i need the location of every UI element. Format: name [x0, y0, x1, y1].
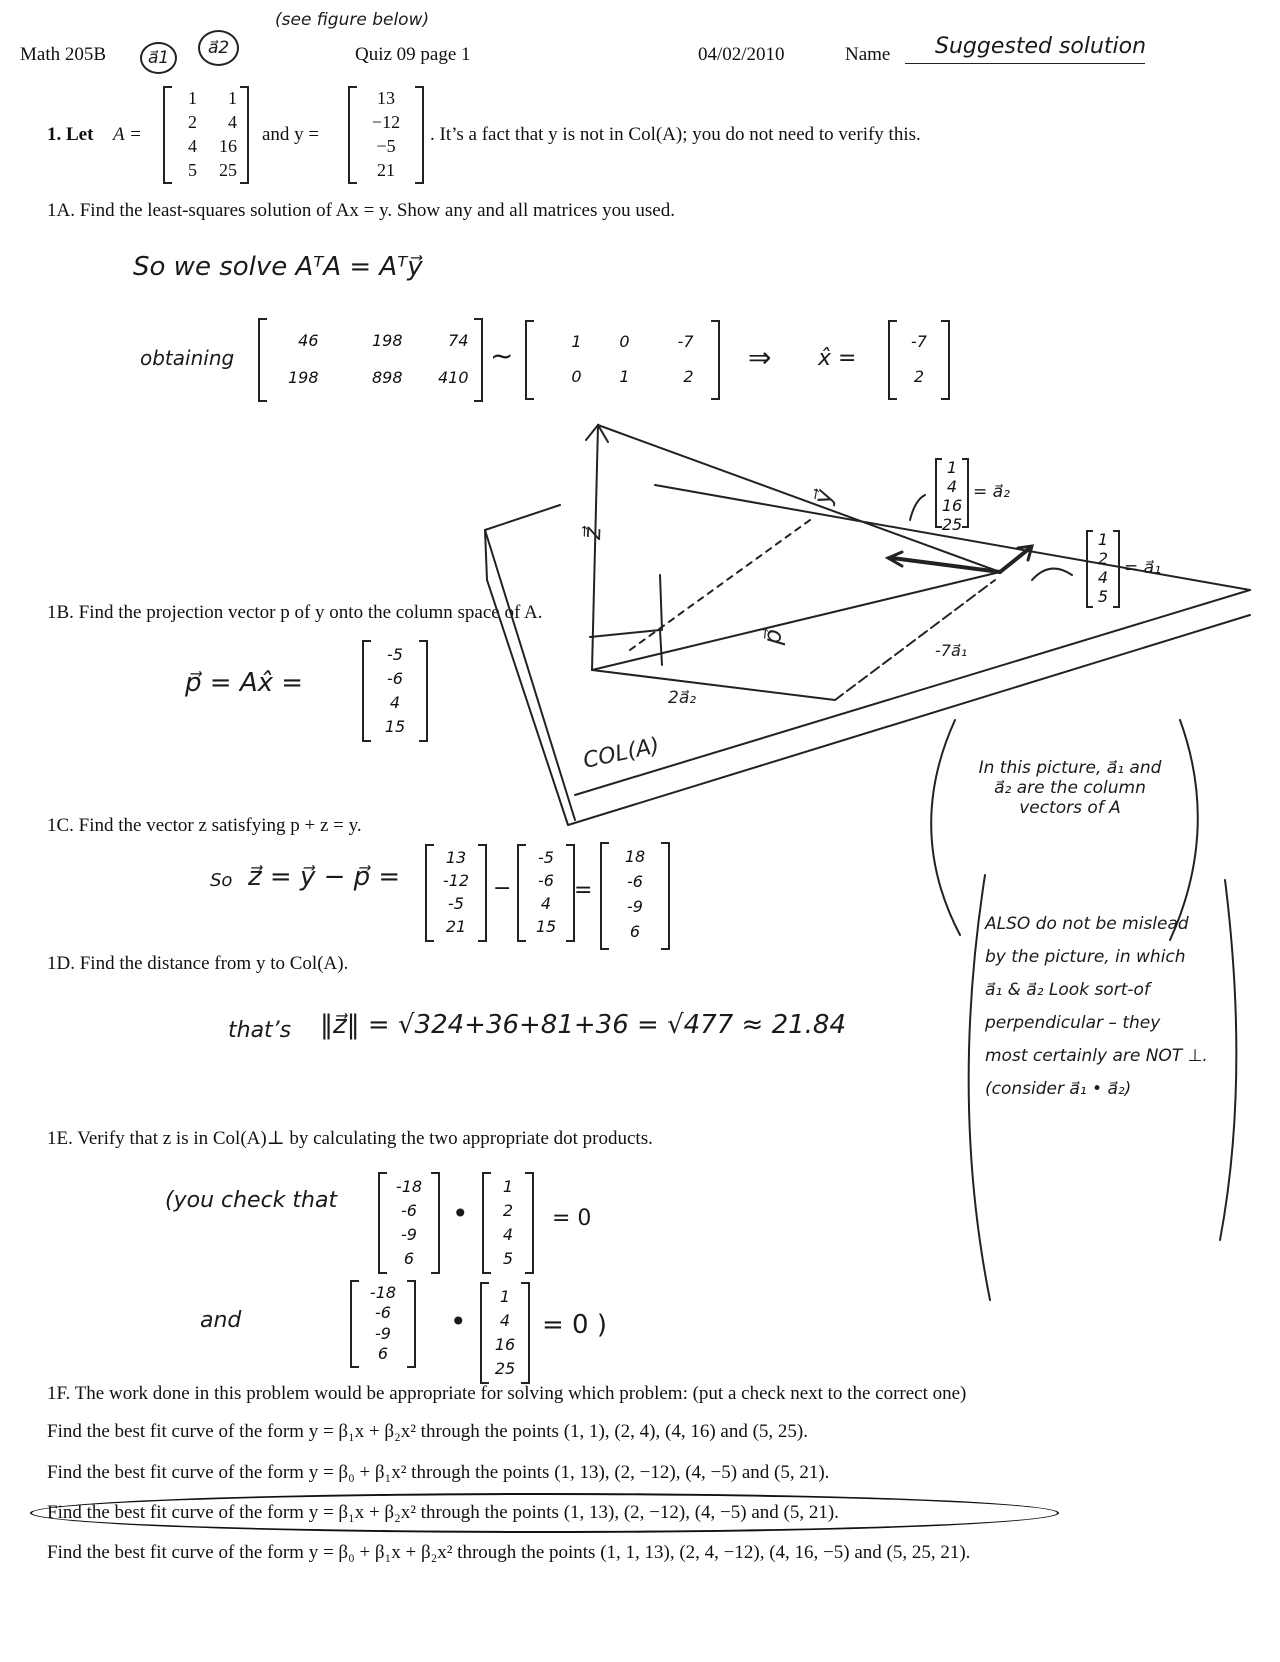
- xhat-row: 2: [913, 367, 925, 386]
- vector-y-row: 13: [377, 88, 395, 108]
- q1c-equals: =: [574, 878, 593, 903]
- z2-row: 6: [377, 1344, 389, 1364]
- z-col-row: -6: [627, 872, 643, 891]
- fig-a1-row: 2: [1097, 549, 1109, 568]
- aug1-entry: 46: [298, 331, 319, 350]
- note2-line-5: most certainly are NOT ⊥.: [985, 1046, 1208, 1066]
- z2-row: -9: [375, 1323, 391, 1343]
- aug2-entry: 0: [571, 367, 582, 386]
- note-column-vectors: [955, 758, 1185, 818]
- q1c-prompt: 1C. Find the vector z satisfying p + z = y.: [47, 815, 362, 836]
- aug2-entry: 2: [683, 367, 694, 386]
- vector-y-row: 21: [377, 160, 395, 180]
- z-col-row: -9: [627, 897, 643, 916]
- q1d-thats: that’s: [228, 1018, 292, 1043]
- q1f-option-3[interactable]: Find the best fit curve of the form y = β₁x + β₂x² through the points (1, 13), (2, −12), (4, −5) and (5, 21).: [47, 1502, 839, 1523]
- figure-label-z: z⃗: [578, 526, 607, 541]
- figure-a2-vector: [935, 458, 969, 534]
- a1-bold-arrow: [1000, 548, 1030, 572]
- matrix-A-entry: 4: [228, 112, 237, 132]
- small-vertical-segment: [660, 575, 662, 630]
- q1f-option-4[interactable]: Find the best fit curve of the form y = β₀ + β₁x + β₂x² through the points (1, 1, 13), (2, 4, −12), (4, 16, −5) and (5, 25, 21).: [47, 1542, 971, 1563]
- z2-row: -18: [369, 1282, 397, 1302]
- circled-a1: a⃗1: [140, 42, 177, 74]
- y-col-row: 21: [445, 917, 467, 936]
- aug2-entry: -7: [677, 332, 694, 351]
- a2-pointer: [910, 495, 925, 520]
- q1c-minus: −: [493, 876, 512, 901]
- z1-row: 6: [403, 1248, 415, 1268]
- p-col-row: -5: [538, 848, 554, 867]
- q1a-implies: ⇒: [748, 341, 772, 374]
- aug1-entry: 198: [371, 331, 403, 350]
- z-vector-line: [592, 425, 598, 670]
- q1d-norm: ‖z⃗‖ = √324+36+81+36 = √477 ≈ 21.84: [320, 1010, 847, 1040]
- slab-top-edge: [485, 505, 560, 530]
- q1-fact: . It’s a fact that y is not in Col(A); you do not need to verify this.: [430, 124, 921, 145]
- y-col-row: 13: [445, 848, 467, 867]
- p-vector-row: -5: [387, 644, 403, 664]
- q1a-xhat: x̂ =: [818, 346, 857, 371]
- q1d-prompt: 1D. Find the distance from y to Col(A).: [47, 953, 349, 974]
- two-a2-line: [592, 670, 835, 700]
- note2-line-3: a⃗₁ & a⃗₂ Look sort-of: [985, 980, 1150, 1000]
- q1-and-y: and y =: [262, 124, 320, 145]
- q1b-prompt: 1B. Find the projection vector p of y onto the column space of A.: [47, 602, 543, 623]
- fig-a2-row: 25: [941, 515, 963, 534]
- fig-a1-row: 5: [1097, 587, 1109, 606]
- p-col-row: -6: [538, 871, 554, 890]
- figure-a1-vector: [1086, 530, 1120, 606]
- figure-a2-eq: = a⃗₂: [973, 482, 1010, 502]
- a2-row: 16: [494, 1334, 516, 1354]
- p-col-row: 15: [535, 917, 557, 936]
- quiz-title: Quiz 09 page 1: [355, 44, 471, 65]
- fig-a1-row: 4: [1097, 568, 1109, 587]
- aug2-entry: 0: [619, 332, 630, 351]
- aug2-entry: 1: [571, 332, 582, 351]
- fig-a1-row: 1: [1097, 530, 1109, 549]
- q1a-obtaining: obtaining: [140, 346, 235, 370]
- figure-note: (see figure below): [275, 10, 430, 30]
- aug1-entry: 198: [287, 368, 319, 387]
- p-vector-row: 4: [389, 692, 401, 712]
- vector-y-row: −12: [371, 112, 401, 132]
- a2-row: 1: [499, 1286, 511, 1306]
- name-label: Name: [845, 44, 891, 65]
- aug1-entry: 74: [448, 331, 469, 350]
- q1e-prompt: 1E. Verify that z is in Col(A)⊥ by calculating the two appropriate dot products.: [47, 1128, 653, 1149]
- circled-a2: a⃗2: [198, 30, 239, 66]
- note2-line-6: (consider a⃗₁ • a⃗₂): [985, 1079, 1132, 1099]
- matrix-A-entry: 1: [228, 88, 237, 108]
- p-vector-row: 15: [384, 716, 406, 736]
- p-col-row: 4: [540, 894, 552, 913]
- q1f-option-2[interactable]: Find the best fit curve of the form y = β₀ + β₁x² through the points (1, 13), (2, −12), (4, −5) and (5, 21).: [47, 1462, 830, 1483]
- q1a-prompt: 1A. Find the least-squares solution of Ax = y. Show any and all matrices you used.: [47, 200, 675, 221]
- figure-label-p: p⃗: [758, 627, 788, 646]
- q1a-tilde: ~: [490, 339, 514, 372]
- a1-row: 4: [502, 1224, 514, 1244]
- q1b-p: p⃗ = Ax̂ =: [185, 668, 304, 698]
- fig-a2-row: 4: [946, 477, 958, 496]
- q1c-eq: z⃗ = y⃗ − p⃗ =: [248, 862, 401, 892]
- note1-paren-right: [1170, 720, 1198, 940]
- z2-row: -6: [375, 1303, 391, 1323]
- course-label: Math 205B: [20, 44, 107, 65]
- figure-label-7a1: -7a⃗₁: [935, 641, 968, 660]
- z-col-row: 6: [629, 922, 641, 941]
- q1e-eq0: = 0: [552, 1206, 592, 1231]
- matrix-A-entry: 16: [219, 136, 237, 156]
- quiz-date: 04/02/2010: [698, 44, 785, 65]
- figure-a1-eq: = a⃗₁: [1124, 558, 1161, 578]
- fig-a2-row: 16: [941, 496, 963, 515]
- a1-pointer: [1032, 569, 1072, 580]
- q1e-and: and: [200, 1308, 242, 1333]
- slab-left-edge: [485, 530, 575, 820]
- fig-a2-row: 1: [946, 458, 958, 477]
- note1-paren-left: [931, 720, 960, 935]
- figure-label-y: y⃗: [808, 487, 839, 507]
- a2-row: 25: [494, 1358, 516, 1378]
- name-value: Suggested solution: [935, 34, 1147, 59]
- a1-row: 5: [502, 1248, 514, 1268]
- slab-side: [485, 530, 568, 825]
- note1-line-1: In this picture, a⃗₁ and: [978, 758, 1162, 778]
- matrix-A-entry: 1: [188, 88, 197, 108]
- xhat-row: -7: [911, 332, 927, 351]
- note1-line-2: a⃗₂ are the column: [994, 778, 1146, 798]
- matrix-A-entry: 25: [219, 160, 237, 180]
- q1e-dot-2: •: [450, 1305, 467, 1338]
- z-col-row: 18: [624, 847, 646, 866]
- z1-row: -9: [401, 1224, 417, 1244]
- figure-label-2a2: 2a⃗₂: [668, 688, 697, 708]
- q1c-so: So: [210, 870, 233, 891]
- note-not-perpendicular: [985, 908, 1225, 1106]
- matrix-A-entry: 2: [188, 112, 197, 132]
- q1e-eq0b: = 0 ): [542, 1310, 607, 1340]
- q1-label: 1. Let: [47, 124, 94, 145]
- q1e-check: (you check that: [165, 1188, 338, 1213]
- a2-row: 4: [499, 1310, 511, 1330]
- a1-row: 1: [502, 1176, 514, 1196]
- q1-A-eq: A =: [113, 124, 142, 145]
- p-vector-row: -6: [387, 668, 403, 688]
- figure-label-col: COL(A): [581, 733, 662, 774]
- matrix-A-entry: 5: [188, 160, 197, 180]
- aug2-entry: 1: [619, 367, 630, 386]
- note2-line-1: ALSO do not be mislead: [985, 914, 1189, 934]
- a1-row: 2: [502, 1200, 514, 1220]
- y-col-row: -5: [448, 894, 464, 913]
- q1f-option-1[interactable]: Find the best fit curve of the form y = β₁x + β₂x² through the points (1, 1), (2, 4), (4, 16) and (5, 25).: [47, 1421, 808, 1442]
- q1e-dot-1: •: [452, 1197, 469, 1230]
- q1f-prompt: 1F. The work done in this problem would be appropriate for solving which problem: (put a check next to the correct one): [47, 1383, 967, 1404]
- matrix-A-entry: 4: [188, 136, 197, 156]
- a2-bold-arrow: [892, 558, 1000, 572]
- minus-7a1-line: [835, 580, 995, 700]
- vector-y-row: −5: [376, 136, 396, 156]
- aug1-entry: 898: [371, 368, 403, 387]
- note2-line-2: by the picture, in which: [985, 947, 1186, 967]
- z1-row: -18: [395, 1176, 423, 1196]
- note2-line-4: perpendicular – they: [985, 1013, 1161, 1033]
- note1-line-3: vectors of A: [1019, 798, 1121, 818]
- z1-row: -6: [401, 1200, 417, 1220]
- q1a-solve: So we solve AᵀA = Aᵀy⃗: [133, 252, 423, 282]
- aug1-entry: 410: [437, 368, 469, 387]
- y-col-row: -12: [442, 871, 470, 890]
